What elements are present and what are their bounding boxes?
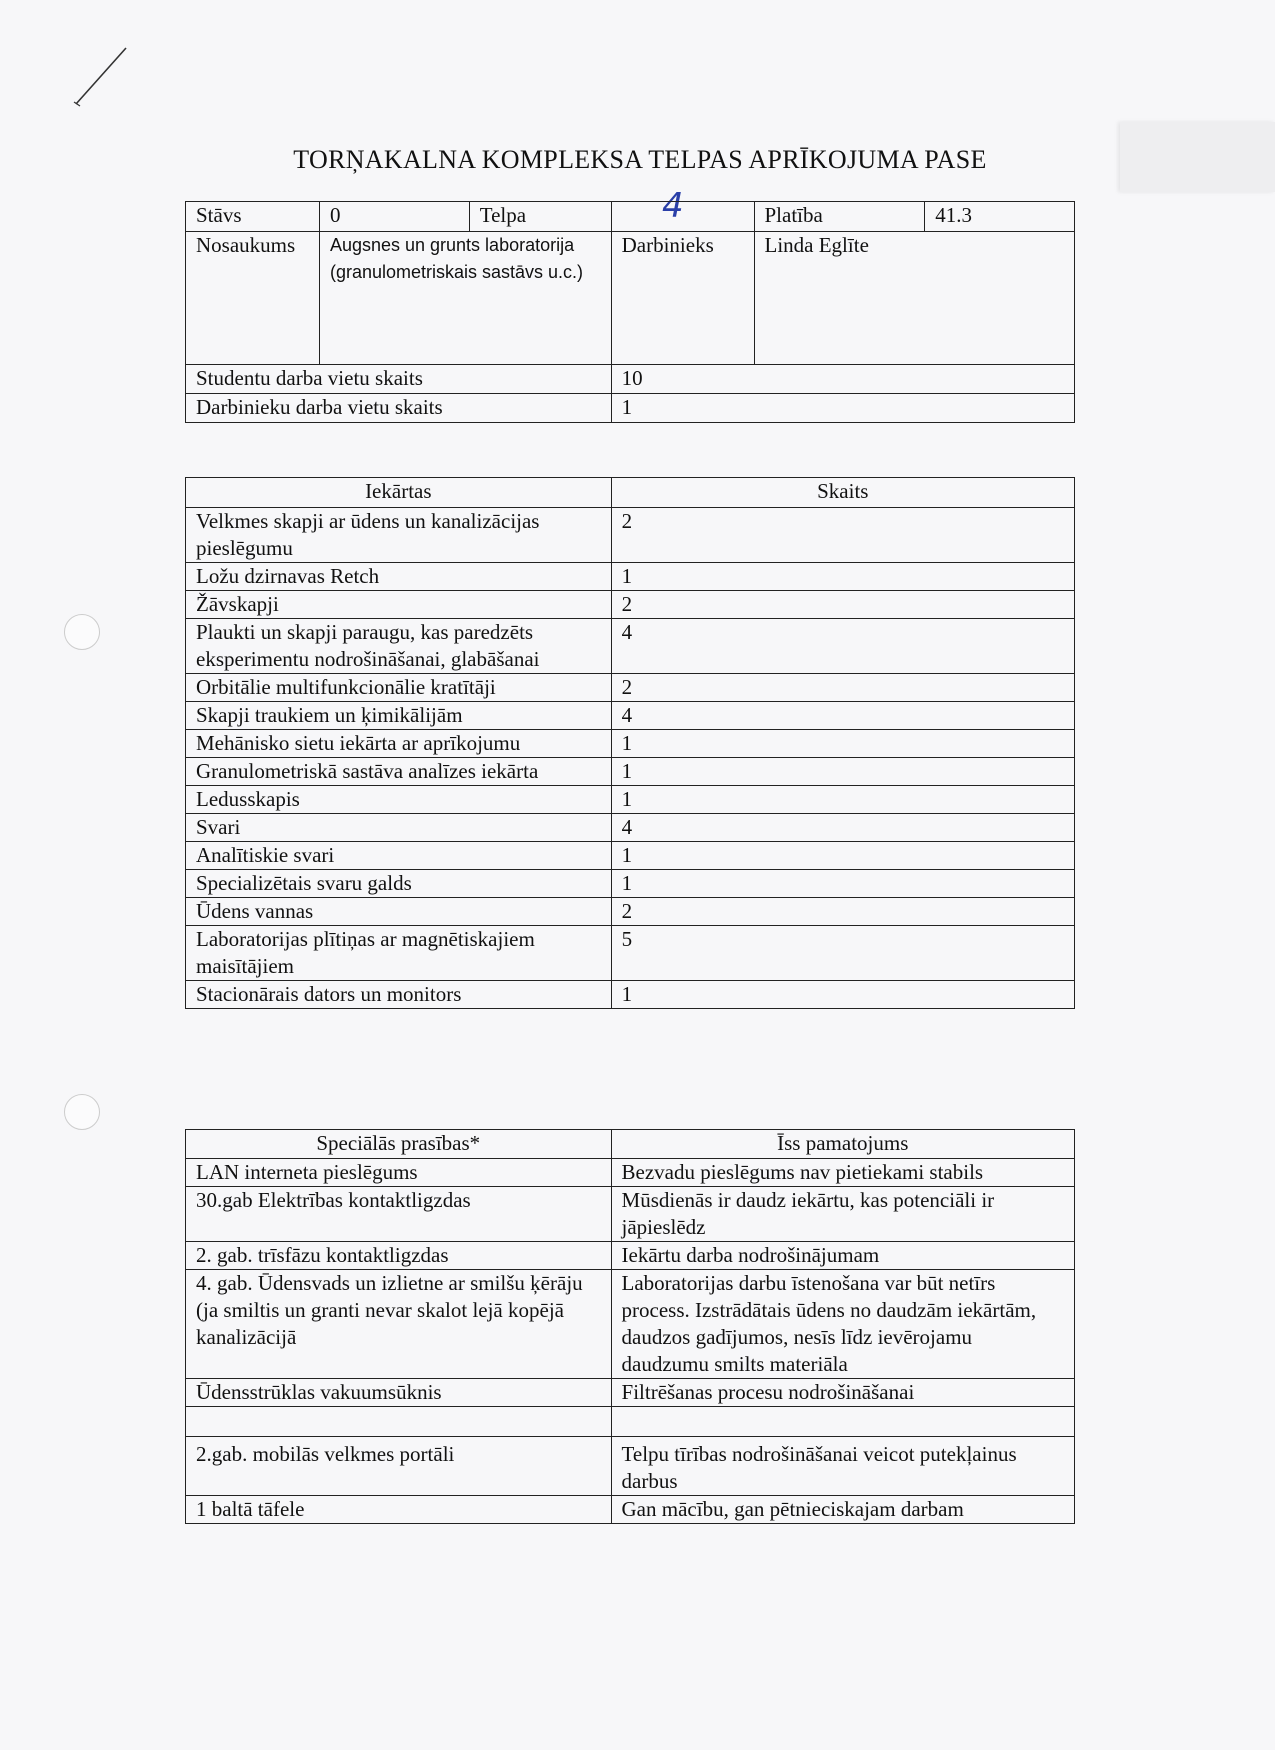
requirement-reason bbox=[611, 1407, 1074, 1437]
table-row bbox=[186, 1270, 1075, 1379]
table-row bbox=[186, 730, 1075, 758]
staff-label: Darbinieks bbox=[611, 232, 754, 365]
table-row bbox=[186, 814, 1075, 842]
table-row bbox=[186, 1159, 1075, 1187]
equipment-item: Mehānisko sietu iekārta ar aprīkojumu bbox=[186, 730, 612, 758]
requirement: Ūdensstrūklas vakuumsūknis bbox=[186, 1379, 612, 1407]
equipment-item: Žāvskapji bbox=[186, 591, 612, 619]
equipment-count: 2 bbox=[611, 508, 1074, 563]
punch-hole-bottom bbox=[64, 1094, 100, 1130]
staff-value: Linda Eglīte bbox=[754, 232, 1075, 365]
table-row bbox=[186, 1379, 1075, 1407]
equipment-count: 2 bbox=[611, 898, 1074, 926]
equipment-item: Ledusskapis bbox=[186, 786, 612, 814]
requirement-reason: Mūsdienās ir daudz iekārtu, kas potenciāli ir jāpieslēdz bbox=[611, 1187, 1074, 1242]
requirement-reason: Bezvadu pieslēgums nav pietiekami stabils bbox=[611, 1159, 1074, 1187]
equipment-count: 1 bbox=[611, 981, 1074, 1009]
student-places-value: 10 bbox=[611, 365, 1074, 394]
table-row bbox=[186, 1242, 1075, 1270]
equipment-count: 4 bbox=[611, 619, 1074, 674]
floor-label: Stāvs bbox=[186, 202, 320, 232]
table-row bbox=[186, 1437, 1075, 1496]
table-row bbox=[186, 981, 1075, 1009]
area-value: 41.3 bbox=[925, 202, 1075, 232]
handwritten-room-number: 4 bbox=[662, 186, 684, 226]
area-label: Platība bbox=[754, 202, 925, 232]
equipment-count: 2 bbox=[611, 591, 1074, 619]
equipment-count: 1 bbox=[611, 730, 1074, 758]
floor-value: 0 bbox=[319, 202, 469, 232]
attached-paper-corner bbox=[1120, 122, 1275, 192]
equipment-count: 1 bbox=[611, 758, 1074, 786]
equipment-count: 1 bbox=[611, 563, 1074, 591]
student-places-label: Studentu darba vietu skaits bbox=[186, 365, 612, 394]
requirement-reason: Gan mācību, gan pētnieciskajam darbam bbox=[611, 1496, 1074, 1524]
room-info-table bbox=[185, 201, 1075, 423]
room-value bbox=[611, 202, 754, 232]
requirement-reason: Telpu tīrības nodrošināšanai veicot putekļainus darbus bbox=[611, 1437, 1074, 1496]
equipment-count: 2 bbox=[611, 674, 1074, 702]
requirement: 2.gab. mobilās velkmes portāli bbox=[186, 1437, 612, 1496]
equipment-item: Granulometriskā sastāva analīzes iekārta bbox=[186, 758, 612, 786]
table-row bbox=[186, 702, 1075, 730]
requirement: LAN interneta pieslēgums bbox=[186, 1159, 612, 1187]
requirements-table bbox=[185, 1129, 1075, 1524]
requirement-reason: Filtrēšanas procesu nodrošināšanai bbox=[611, 1379, 1074, 1407]
table-row bbox=[186, 898, 1075, 926]
room-label: Telpa bbox=[469, 202, 611, 232]
requirement-reason: Iekārtu darba nodrošinājumam bbox=[611, 1242, 1074, 1270]
equipment-header-count: Skaits bbox=[611, 478, 1074, 508]
table-row bbox=[186, 563, 1075, 591]
staff-places-value: 1 bbox=[611, 394, 1074, 423]
requirement bbox=[186, 1407, 612, 1437]
equipment-item: Plaukti un skapji paraugu, kas paredzēts eksperimentu nodrošināšanai, glabāšanai bbox=[186, 619, 612, 674]
equipment-item: Specializētais svaru galds bbox=[186, 870, 612, 898]
document-title: TORŅAKALNA KOMPLEKSA TELPAS APRĪKOJUMA PASE bbox=[293, 145, 987, 174]
name-label: Nosaukums bbox=[186, 232, 320, 365]
equipment-item: Analītiskie svari bbox=[186, 842, 612, 870]
equipment-count: 1 bbox=[611, 786, 1074, 814]
equipment-count: 4 bbox=[611, 702, 1074, 730]
table-row bbox=[186, 1187, 1075, 1242]
pen-stroke-mark bbox=[70, 42, 150, 112]
equipment-count: 1 bbox=[611, 842, 1074, 870]
table-row bbox=[186, 786, 1075, 814]
equipment-count: 5 bbox=[611, 926, 1074, 981]
table-row bbox=[186, 870, 1075, 898]
requirement: 30.gab Elektrības kontaktligzdas bbox=[186, 1187, 612, 1242]
requirements-header-req: Speciālās prasības* bbox=[186, 1130, 612, 1159]
equipment-header-item: Iekārtas bbox=[186, 478, 612, 508]
table-row bbox=[186, 926, 1075, 981]
equipment-table bbox=[185, 477, 1075, 1009]
table-row bbox=[186, 1496, 1075, 1524]
punch-hole-top bbox=[64, 614, 100, 650]
table-row bbox=[186, 842, 1075, 870]
requirement: 4. gab. Ūdensvads un izlietne ar smilšu ķērāju (ja smiltis un granti nevar skalot lejā kopējā kanalizācijā bbox=[186, 1270, 612, 1379]
requirement: 1 baltā tāfele bbox=[186, 1496, 612, 1524]
equipment-item: Orbitālie multifunkcionālie kratītāji bbox=[186, 674, 612, 702]
equipment-count: 1 bbox=[611, 870, 1074, 898]
equipment-item: Svari bbox=[186, 814, 612, 842]
name-value: Augsnes un grunts laboratorija (granulometriskais sastāvs u.c.) bbox=[319, 232, 611, 365]
requirements-header-reason: Īss pamatojums bbox=[611, 1130, 1074, 1159]
table-row bbox=[186, 758, 1075, 786]
equipment-item: Ložu dzirnavas Retch bbox=[186, 563, 612, 591]
table-row bbox=[186, 619, 1075, 674]
equipment-count: 4 bbox=[611, 814, 1074, 842]
table-row bbox=[186, 591, 1075, 619]
staff-places-label: Darbinieku darba vietu skaits bbox=[186, 394, 612, 423]
equipment-item: Stacionārais dators un monitors bbox=[186, 981, 612, 1009]
equipment-item: Ūdens vannas bbox=[186, 898, 612, 926]
table-row bbox=[186, 674, 1075, 702]
requirement: 2. gab. trīsfāzu kontaktligzdas bbox=[186, 1242, 612, 1270]
equipment-item: Laboratorijas plītiņas ar magnētiskajiem maisītājiem bbox=[186, 926, 612, 981]
equipment-item: Velkmes skapji ar ūdens un kanalizācijas pieslēgumu bbox=[186, 508, 612, 563]
equipment-item: Skapji traukiem un ķimikālijām bbox=[186, 702, 612, 730]
table-row bbox=[186, 1407, 1075, 1437]
requirement-reason: Laboratorijas darbu īstenošana var būt netīrs process. Izstrādātais ūdens no daudzām iekārtām, daudzos gadījumos, nesīs līdz ievērojamu daudzumu smilts materiāla bbox=[611, 1270, 1074, 1379]
table-row bbox=[186, 508, 1075, 563]
